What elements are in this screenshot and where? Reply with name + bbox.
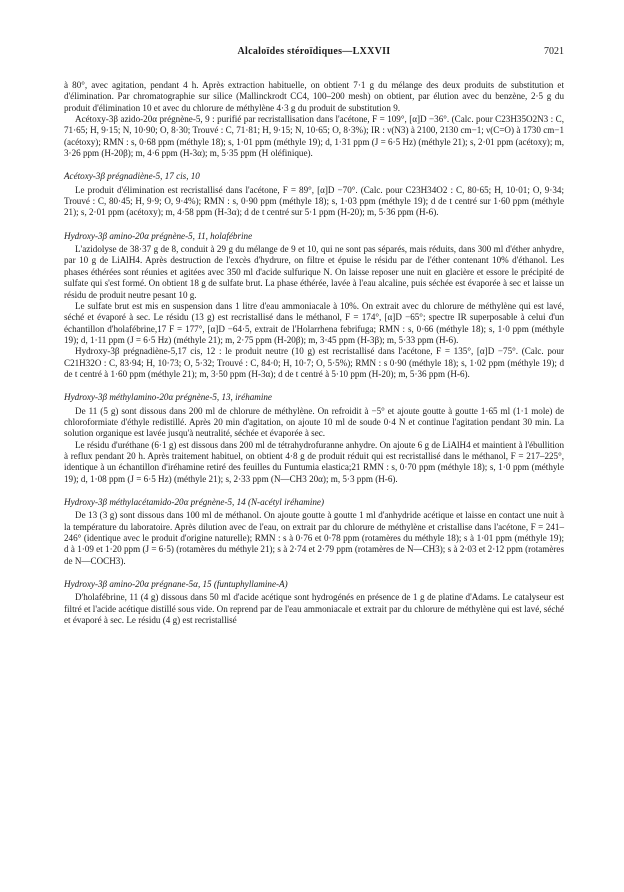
section-compound-10 (64, 171, 564, 218)
paragraph: à 80°, avec agitation, pendant 4 h. Après extraction habituelle, on obtient 7·1 g du mélange des deux produits de substitution et d'élimination. Par chromatographie sur silice (Mallinckrodt CC4, 100–200 mesh) on obtient, par élution avec du benzène, 2·5 g du produit d'élimination 10 et avec du chlorure de méthylène 4·3 g du produit de substitution 9. (64, 80, 564, 113)
paragraph: Acétoxy-3β azido-20α prégnène-5, 9 : purifié par recristallisation dans l'acétone, F = 109°, [α]D −36°. (Calc. pour C23H35O2N3 : C, 71·65; H, 9·15; N, 10·90; O, 8·30; Trouvé : C, 71·81; H, 9·15; N, 10·65; O, 8·3%); IR : ν(N3) à 2100, 2130 cm−1; ν(C=O) à 1730 cm−1 (acétoxy); RMN : s, 0·68 ppm (méthyle 18); s, 1·01 ppm (méthyle 19); d, 1·31 ppm (J = 6·5 Hz) (méthyle 21); s, 2·01 ppm (acétoxy); m, 3·26 ppm (H-20β); m, 4·6 ppm (H-3α); m, 5·35 ppm (H oléfinique). (64, 114, 564, 159)
paragraph: Le sulfate brut est mis en suspension dans 1 litre d'eau ammoniacale à 10%. On extrait avec du chlorure de méthylène qui est lavé, séché et évaporé à sec. Le résidu (13 g) est recristallisé dans le méthanol, F = 174°, [α]D −65°; spectre IR superposable à celui d'un échantillon d'holafébrine,17 F = 177°, [α]D −64·5, extrait de l'Holarrhena febrifuga; RMN : s, 0·66 (méthyle 18); s, 1·0 ppm (méthyle 19); d, 1·11 ppm (J = 6·5 Hz) (méthyle 21); m, 2·75 ppm (H-20β); m, 3·45 ppm (H-3β); m, 5·33 ppm (H-6). (64, 300, 564, 345)
paragraph: Le produit d'élimination est recristallisé dans l'acétone, F = 89°, [α]D −70°. (Calc. pour C23H34O2 : C, 80·65; H, 10·01; O, 9·34; Trouvé : C, 80·45; H, 9·9; O, 9·4%); RMN : s, 0·90 ppm (méthyle 18); s, 1·03 ppm (méthyle 19); d de t centré sur 1·60 ppm (méthyle 21); s, 2·01 ppm (acétoxy); m, 4·58 ppm (H-3α); d de t centré sur 5·1 ppm (H-20); m, 5·36 ppm (H-6). (64, 184, 564, 218)
section-heading: Hydroxy-3β amino-20α prégnane-5α, 15 (funtuphyllamine-A) (64, 579, 288, 590)
section-heading: Hydroxy-3β méthylacétamido-20α prégnène-5, 14 (N-acétyl iréhamine) (64, 497, 324, 507)
running-header (64, 46, 564, 60)
page-number: 7021 (544, 46, 564, 57)
paragraph: De 13 (3 g) sont dissous dans 100 ml de méthanol. On ajoute goutte à goutte 1 ml d'anhydride acétique et laisse en contact une nuit à la température du laboratoire. Après dilution avec de l'eau, on extrait par du chlorure de méthylène et cristallise dans l'acétone, F = 241–246° (identique avec le produit d'origine naturelle); RMN : s à 0·76 et 0·78 ppm (rotamères du méthyle 18); s à 1·01 ppm (méthyle 19); d à 1·09 et 1·20 ppm (J = 6·5) (rotamères du méthyle 21); s à 2·74 et 2·79 ppm (rotamères de N—CH3); s à 2·03 et 2·12 ppm (rotamères de N—COCH3). (64, 510, 564, 566)
paragraph: De 11 (5 g) sont dissous dans 200 ml de chlorure de méthylène. On refroidit à −5° et ajoute goutte à goutte 1·65 ml (1·1 mole) de chloroformiate d'éthyle redistillé. Après 20 min d'agitation, on ajoute 10 ml de soude 0·4 N et continue l'agitation pendant 30 min. La solution organique est lavée jusqu'à neutralité, séchée et évaporée à sec. (64, 405, 564, 439)
section-compound-11 (64, 231, 564, 380)
document-page (64, 46, 564, 626)
intro-block (64, 80, 564, 159)
paragraph: D'holafébrine, 11 (4 g) dissous dans 50 ml d'acide acétique sont hydrogénés en présence de 1 g de platine d'Adams. Le catalyseur est filtré et l'acide acétique distillé sous vide. On reprend par de l'eau ammoniacale et extrait par du chlorure de méthylène qui est lavé, séché et évaporé à sec. Le résidu (4 g) est recristallisé (64, 592, 564, 626)
section-compound-15 (64, 579, 564, 626)
section-heading: Hydroxy-3β méthylamino-20α prégnène-5, 13, iréhamine (64, 392, 272, 403)
section-heading: Hydroxy-3β amino-20α prégnène-5, 11, holafébrine (64, 230, 253, 241)
paragraph: L'azidolyse de 38·37 g de 8, conduit à 29 g du mélange de 9 et 10, qui ne sont pas séparés, mais réduits, dans 300 ml d'éther anhydre, par 10 g de LiAlH4. Après destruction de l'excès d'hydrure, on filtre et épuise le résidu par de l'éther contenant 10% d'éthanol. Les phases éthérées sont réunies et agitées avec 350 ml d'acide sulfurique N. On laisse reposer une nuit en glacière et essore le précipité de sulfate qui s'est formé. On obtient 18 g de sulfate brut. La phase éthérée, lavée à l'eau alcaline, puis séchée est évaporée à sec et laisse un résidu de produit neutre pesant 10 g. (64, 244, 564, 300)
section-compound-14 (64, 497, 564, 567)
section-compound-13 (64, 392, 564, 485)
paragraph: Le résidu d'uréthane (6·1 g) est dissous dans 200 ml de tétrahydrofuranne anhydre. On ajoute 6 g de LiAlH4 et maintient à l'ébullition à reflux pendant 20 h. Après traitement habituel, on obtient 4·8 g de produit réduit qui est recristallisé dans le méthanol, F = 217–225°, identique à un échantillon d'iréhamine retiré des feuilles du Funtumia elastica;21 RMN : s, 0·70 ppm (méthyle 18); s, 1·0 ppm (méthyle 19); d, 1·08 ppm (J = 6·5 Hz) (méthyle 21); s, 2·33 ppm (N—CH3 20α); m, 5·3 ppm (H-6). (64, 439, 564, 484)
running-title: Alcaloïdes stéroïdiques—LXXVII (237, 46, 391, 57)
paragraph: Hydroxy-3β prégnadiène-5,17 cis, 12 : le produit neutre (10 g) est recristallisé dans l'acétone, F = 135°, [α]D −75°. (Calc. pour C21H32O : C, 83·94; H, 10·73; O, 5·32; Trouvé : C, 84·0; H, 10·7; O, 5·5%); RMN : s 0·90 (méthyle 18); s, 1·02 ppm (méthyle 19); d de t centré à 1·60 ppm (méthyle 21); m, 3·50 ppm (H-3α); d de t centré à 5·10 ppm (H-20); m, 5·36 ppm (H-6). (64, 346, 564, 379)
section-heading: Acétoxy-3β prégnadiène-5, 17 cis, 10 (64, 171, 200, 182)
